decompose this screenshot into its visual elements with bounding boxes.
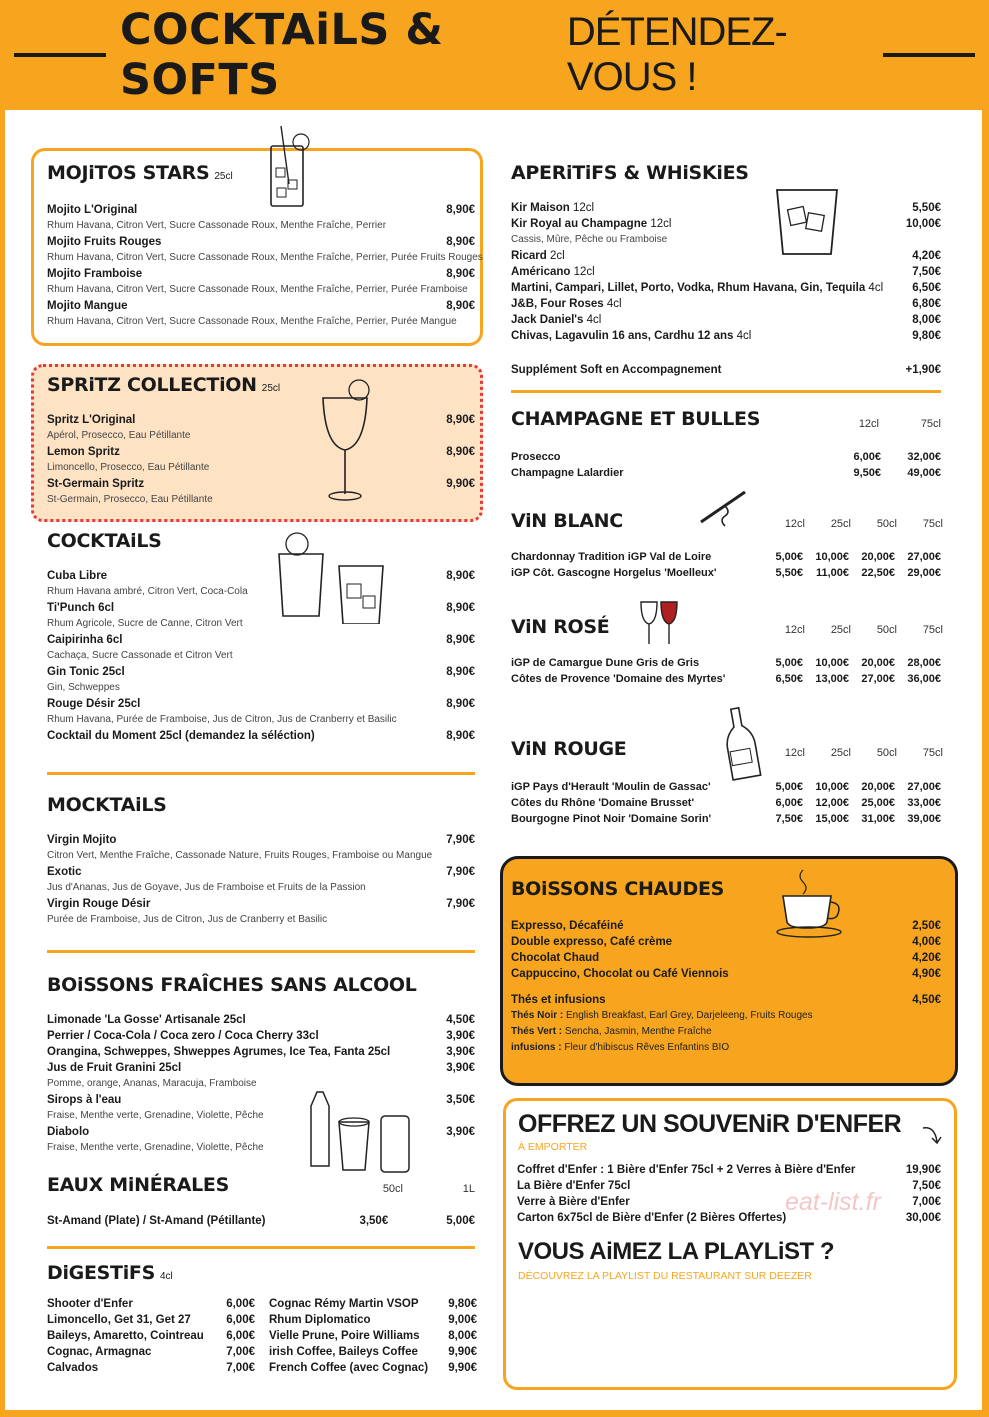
eaux-title: EAUX MiNÉRALES	[47, 1174, 229, 1196]
eaux-row: St-Amand (Plate) / St-Amand (Pétillante) 3,50€ 5,00€	[47, 1215, 475, 1227]
header-title: COCKTAiLS & SOFTS	[120, 5, 444, 105]
vin-rose-title: ViN ROSÉ	[511, 616, 610, 638]
souvenir-list: Coffret d'Enfer : 1 Bière d'Enfer 75cl + 2 Verres à Bière d'Enfer 19,90€ La Bière d'Enfer 75cl 7,50€ Verre à Bière d'Enfer 7,00€ Carton 6x75cl de Bière d'Enfer (2 Bières Offertes) 30,00€	[517, 1164, 941, 1224]
spritz-title: SPRiTZ COLLECTiON 25cl	[47, 374, 281, 396]
champagne-title: CHAMPAGNE ET BULLES	[511, 408, 761, 430]
divider	[511, 390, 941, 393]
supplement-row: Supplément Soft en Accompagnement +1,90€	[511, 364, 941, 376]
vin-blanc-title: ViN BLANC	[511, 510, 623, 532]
divider	[47, 950, 475, 953]
arrow-icon	[921, 1122, 945, 1148]
eaux-col-1l: 1L	[462, 1183, 475, 1195]
header-tagline: DÉTENDEZ-VOUS !	[566, 10, 787, 99]
playlist-title: VOUS AiMEZ LA PLAYLiST ?	[518, 1238, 835, 1265]
chaudes-list: Expresso, Décaféiné 2,50€ Double expresso, Café crème 4,00€ Chocolat Chaud 4,20€ Cappuccino, Chocolat ou Café Viennois 4,90€ Thés et infusions 4,50€ Thés Noir : English Breakfast, Earl Grey, Darjeleeng, Fruits Rouges Thés Vert : Sencha, Jasmin, Menthe Fraîche infusions : Fleur d'hibiscus Rêves Enfantins BIO	[511, 920, 941, 1053]
col-header: 75cl	[920, 418, 941, 430]
digestifs-right-list: Cognac Rémy Martin VSOP 9,80€ Rhum Diplomatico 9,00€ Vielle Prune, Poire Williams 8,00€ irish Coffee, Baileys Coffee 9,90€ French Coffee (avec Cognac) 9,90€	[269, 1298, 477, 1374]
fraiches-list: Limonade 'La Gosse' Artisanale 25cl 4,50€ Perrier / Coca-Cola / Coca zero / Coca Cherry 33cl 3,90€ Orangina, Schweppes, Shweppes Agrumes, Ice Tea, Fanta 25cl 3,90€ Jus de Fruit Granini 25cl 3,90€ Pomme, orange, Ananas, Maracuja, Framboise Sirops à l'eau 3,50€ Fraise, Menthe verte, Grenadine, Violette, Pêche Diabolo 3,90€ Fraise, Menthe verte, Grenadine, Violette, Pêche	[47, 1014, 475, 1153]
header-rule-right	[883, 53, 975, 57]
digestifs-title: DiGESTiFS 4cl	[47, 1262, 173, 1284]
aperitifs-list: Kir Maison 12cl 5,50€ Kir Royal au Champagne 12cl 10,00€ Cassis, Mûre, Pêche ou Framboise Ricard 2cl 4,20€ Américano 12cl 7,50€ Martini, Campari, Lillet, Porto, Vodka, Rhum Havana, Gin, Tequila 4cl 6,50€ J&B, Four Roses 4cl 6,80€ Jack Daniel's 4cl 8,00€ Chivas, Lagavulin 16 ans, Cardhu 12 ans 4cl 9,80€	[511, 202, 941, 342]
menu-page	[5, 110, 982, 1410]
page-header	[0, 0, 989, 110]
cocktails-list: Cuba Libre 8,90€ Rhum Havana ambré, Citron Vert, Coca-Cola Ti'Punch 6cl 8,90€ Rhum Agricole, Sucre de Canne, Citron Vert Caipirinha 6cl 8,90€ Cachaça, Sucre Cassonade et Citron Vert Gin Tonic 25cl 8,90€ Gin, Schweppes Rouge Désir 25cl 8,90€ Rhum Havana, Purée de Framboise, Jus de Citron, Jus de Cranberry et Basilic Cocktail du Moment 25cl (demandez la séléction) 8,90€	[47, 570, 475, 742]
fraiches-title: BOiSSONS FRAÎCHES SANS ALCOOL	[47, 974, 417, 996]
watermark: eat-list.fr	[785, 1188, 881, 1216]
cocktails-title: COCKTAiLS	[47, 530, 162, 552]
vin-rose-cols: 12cl 25cl 50cl 75cl	[784, 624, 943, 636]
col-header: 12cl	[858, 418, 879, 430]
mojitos-list: Mojito L'Original 8,90€ Rhum Havana, Citron Vert, Sucre Cassonade Roux, Menthe Fraîche, Perrier Mojito Fruits Rouges 8,90€ Rhum Havana, Citron Vert, Sucre Cassonade Roux, Menthe Fraîche, Perrier, Purée Fruits Rouges Mojito Framboise 8,90€ Rhum Havana, Citron Vert, Sucre Cassonade Roux, Menthe Fraîche, Perrier, Purée Framboise Mojito Mangue 8,90€ Rhum Havana, Citron Vert, Sucre Cassonade Roux, Menthe Fraîche, Perrier, Purée Mangue	[47, 204, 483, 327]
mojito-glass-icon	[263, 124, 315, 210]
corkscrew-icon	[695, 484, 755, 530]
header-rule-left	[14, 53, 106, 57]
soft-drinks-icon	[301, 1076, 419, 1176]
digestifs-left-list: Shooter d'Enfer 6,00€ Limoncello, Get 31, Get 27 6,00€ Baileys, Amaretto, Cointreau 6,00€ Cognac, Armagnac 7,00€ Calvados 7,00€	[47, 1298, 255, 1374]
vin-blanc-table: Chardonnay Tradition iGP Val de Loire 5,00€ 10,00€ 20,00€ 27,00€ iGP Côt. Gascogne Horgelus 'Moelleux' 5,50€ 11,00€ 22,50€ 29,00€	[511, 551, 941, 579]
souvenir-title: OFFREZ UN SOUVENiR D'ENFER	[518, 1110, 902, 1138]
spritz-list: Spritz L'Original 8,90€ Apérol, Prosecco, Eau Pétillante Lemon Spritz 8,90€ Limoncello, Prosecco, Eau Pétillante St-Germain Spritz 9,90€ St-Germain, Prosecco, Eau Pétillante	[47, 414, 475, 505]
vin-rouge-table: iGP Pays d'Herault 'Moulin de Gassac' 5,00€ 10,00€ 20,00€ 27,00€ Côtes du Rhône 'Domaine Brusset' 6,00€ 12,00€ 25,00€ 33,00€ Bourgogne Pinot Noir 'Domaine Sorin' 7,50€ 15,00€ 31,00€ 39,00€	[511, 781, 941, 825]
wine-bottle-icon	[723, 706, 763, 782]
vin-rouge-title: ViN ROUGE	[511, 738, 627, 760]
aperitifs-title: APERiTiFS & WHiSKiES	[511, 162, 749, 184]
playlist-subtitle: DÉCOUVREZ LA PLAYLIST DU RESTAURANT SUR DEEZER	[518, 1270, 812, 1282]
wine-glasses-icon	[637, 598, 683, 650]
eaux-col-50cl: 50cl	[382, 1183, 403, 1195]
mocktails-list: Virgin Mojito 7,90€ Citron Vert, Menthe Fraîche, Cassonade Nature, Fruits Rouges, Framboise ou Mangue Exotic 7,90€ Jus d'Ananas, Jus de Goyave, Jus de Framboise et Fruits de la Passion Virgin Rouge Désir 7,90€ Purée de Framboise, Jus de Citron, Jus de Cranberry et Basilic	[47, 834, 475, 925]
champagne-table: Prosecco 6,00€ 32,00€ Champagne Lalardier 9,50€ 49,00€	[511, 451, 941, 479]
vin-blanc-cols: 12cl 25cl 50cl 75cl	[784, 518, 943, 530]
vin-rouge-cols: 12cl 25cl 50cl 75cl	[784, 747, 943, 759]
mocktails-title: MOCKTAiLS	[47, 794, 167, 816]
souvenir-subtitle: À EMPORTER	[518, 1141, 588, 1153]
divider	[47, 1246, 475, 1249]
vin-rose-table: iGP de Camargue Dune Gris de Gris 5,00€ 10,00€ 20,00€ 28,00€ Côtes de Provence 'Domaine des Myrtes' 6,50€ 13,00€ 27,00€ 36,00€	[511, 657, 941, 685]
chaudes-title: BOiSSONS CHAUDES	[511, 878, 725, 900]
divider	[47, 772, 475, 775]
mojitos-title: MOJiTOS STARS 25cl	[47, 162, 233, 184]
